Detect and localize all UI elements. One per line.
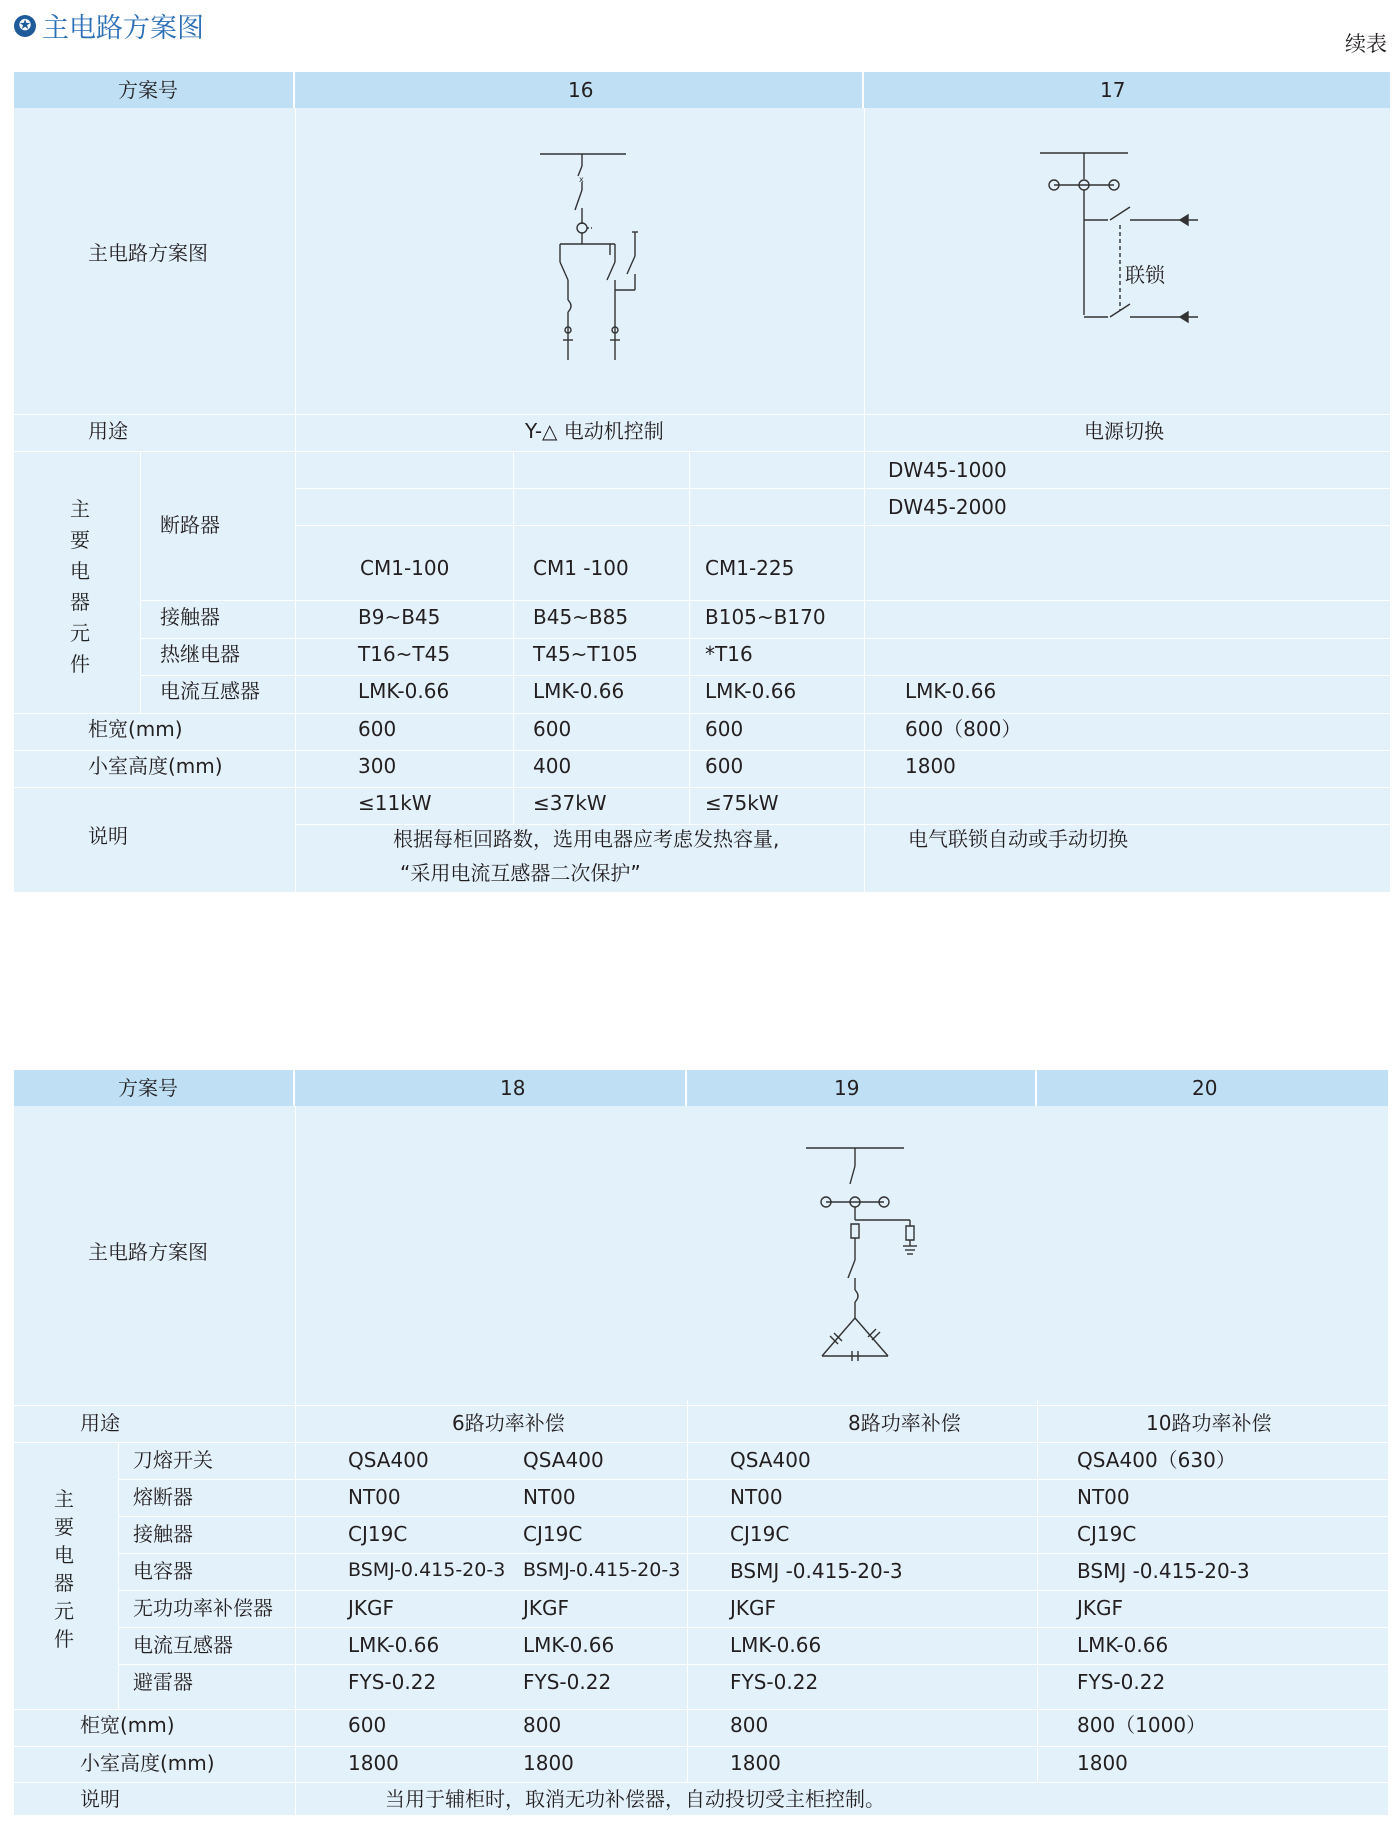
t1-label-breaker: 断路器 xyxy=(160,513,220,537)
grid-line xyxy=(14,1442,1388,1443)
t2-c-width: 800 xyxy=(730,1713,769,1737)
t2-usage-18: 6路功率补偿 xyxy=(452,1411,565,1435)
t1-s17-breaker-1: DW45-1000 xyxy=(888,458,1007,482)
t1-c2-thermal: T45~T105 xyxy=(533,642,638,666)
t2-c-knife: QSA400 xyxy=(730,1448,811,1472)
grid-line xyxy=(14,750,1390,751)
t1-c1-thermal: T16~T45 xyxy=(358,642,451,666)
t2-a-fuse: NT00 xyxy=(348,1485,401,1509)
t1-c2-breaker: CM1 -100 xyxy=(533,556,629,580)
t1-label-main-components: 主要电器元件 xyxy=(70,497,90,676)
t2-label-knife-fuse: 刀熔开关 xyxy=(133,1448,213,1472)
t1-c3-ct: LMK-0.66 xyxy=(705,679,797,703)
t1-c3-breaker: CM1-225 xyxy=(705,556,795,580)
t2-b-capacitor: BSMJ-0.415-20-3 xyxy=(523,1559,681,1581)
t1-c1-power: ≤11kW xyxy=(358,791,432,815)
t2-d-arrester: FYS-0.22 xyxy=(1077,1670,1166,1694)
page-title-text: 主电路方案图 xyxy=(42,13,204,44)
t1-c3-width: 600 xyxy=(705,717,744,741)
continued-label: 续表 xyxy=(1345,32,1387,56)
t2-a-ct: LMK-0.66 xyxy=(348,1633,440,1657)
grid-line xyxy=(14,713,1390,714)
t2-c-contactor: CJ19C xyxy=(730,1522,790,1546)
t2-label-main-components: 主要电器元件 xyxy=(54,1487,74,1651)
grid-line xyxy=(140,600,1390,601)
t1-s17-height: 1800 xyxy=(905,754,956,778)
t2-b-knife: QSA400 xyxy=(523,1448,604,1472)
t2-d-width: 800（1000） xyxy=(1077,1713,1207,1737)
t2-a-width: 600 xyxy=(348,1713,387,1737)
t2-b-height: 1800 xyxy=(523,1751,574,1775)
grid-line xyxy=(14,414,1390,415)
t1-note-16-line2: “采用电流互感器二次保护” xyxy=(400,861,641,885)
grid-line xyxy=(14,1405,1388,1406)
grid-line xyxy=(118,1664,1388,1665)
circuit-diagram-19 xyxy=(800,1140,940,1380)
t1-note-16-line1: 根据每柜回路数，选用电器应考虑发热容量, xyxy=(393,827,780,851)
t2-b-contactor: CJ19C xyxy=(523,1522,583,1546)
t2-header-18: 18 xyxy=(500,1076,526,1100)
t2-c-comp: JKGF xyxy=(730,1596,777,1620)
grid-line xyxy=(14,451,1390,452)
grid-line xyxy=(140,451,141,713)
circuit-diagram-17 xyxy=(1040,145,1220,325)
t2-d-capacitor: BSMJ -0.415-20-3 xyxy=(1077,1559,1250,1583)
page-title xyxy=(14,6,204,45)
t1-s17-interlock: 联锁 xyxy=(1125,263,1165,287)
t1-c1-ct: LMK-0.66 xyxy=(358,679,450,703)
t2-a-knife: QSA400 xyxy=(348,1448,429,1472)
t2-label-room-height: 小室高度(mm) xyxy=(80,1751,215,1775)
t2-c-height: 1800 xyxy=(730,1751,781,1775)
t2-header-cell xyxy=(687,1070,1037,1106)
t2-c-ct: LMK-0.66 xyxy=(730,1633,822,1657)
star-icon: ✪ xyxy=(14,15,36,37)
grid-line xyxy=(295,824,1390,825)
t1-header-cell xyxy=(864,72,1390,108)
t1-c1-height: 300 xyxy=(358,754,397,778)
t1-c1-breaker: CM1-100 xyxy=(360,556,450,580)
t1-s17-width: 600（800） xyxy=(905,717,1022,741)
grid-line xyxy=(864,108,865,892)
t1-c1-width: 600 xyxy=(358,717,397,741)
t1-label-thermal-relay: 热继电器 xyxy=(160,642,240,666)
t1-label-ct: 电流互感器 xyxy=(160,679,260,703)
grid-line xyxy=(14,1782,1388,1783)
svg-text:x: x xyxy=(579,175,584,184)
t1-s17-ct: LMK-0.66 xyxy=(905,679,997,703)
t2-header-cell xyxy=(295,1070,687,1106)
grid-line xyxy=(1037,1400,1038,1782)
grid-line xyxy=(295,108,296,892)
t2-usage-19: 8路功率补偿 xyxy=(848,1411,961,1435)
t1-c1-contactor: B9~B45 xyxy=(358,605,441,629)
t1-usage-17: 电源切换 xyxy=(1084,419,1164,443)
t2-a-capacitor: BSMJ-0.415-20-3 xyxy=(348,1559,506,1581)
t2-b-ct: LMK-0.66 xyxy=(523,1633,615,1657)
t2-header-19: 19 xyxy=(834,1076,860,1100)
t2-b-width: 800 xyxy=(523,1713,562,1737)
grid-line xyxy=(687,1400,688,1782)
t2-label-cabinet-width: 柜宽(mm) xyxy=(80,1713,175,1737)
t1-label-usage: 用途 xyxy=(88,419,128,443)
grid-line xyxy=(295,525,1390,526)
t2-a-height: 1800 xyxy=(348,1751,399,1775)
grid-line xyxy=(295,488,1390,489)
t2-label-capacitor: 电容器 xyxy=(133,1559,193,1583)
t2-label-note: 说明 xyxy=(80,1787,120,1811)
t2-header-20: 20 xyxy=(1192,1076,1218,1100)
t2-d-knife: QSA400（630） xyxy=(1077,1448,1236,1472)
t2-label-diagram: 主电路方案图 xyxy=(88,1240,208,1264)
t2-label-contactor: 接触器 xyxy=(133,1522,193,1546)
t2-d-ct: LMK-0.66 xyxy=(1077,1633,1169,1657)
t2-label-arrester: 避雷器 xyxy=(133,1670,193,1694)
t1-label-diagram: 主电路方案图 xyxy=(88,241,208,265)
grid-line xyxy=(118,1590,1388,1591)
t2-d-contactor: CJ19C xyxy=(1077,1522,1137,1546)
t1-header-scheme-no: 方案号 xyxy=(118,78,178,102)
t1-c3-contactor: B105~B170 xyxy=(705,605,826,629)
t2-c-capacitor: BSMJ -0.415-20-3 xyxy=(730,1559,903,1583)
t2-note: 当用于辅柜时，取消无功补偿器，自动投切受主柜控制。 xyxy=(385,1787,885,1811)
grid-line xyxy=(14,1746,1388,1747)
t1-c2-power: ≤37kW xyxy=(533,791,607,815)
grid-line xyxy=(118,1553,1388,1554)
t1-c2-ct: LMK-0.66 xyxy=(533,679,625,703)
t2-label-ct: 电流互感器 xyxy=(133,1633,233,1657)
t1-label-room-height: 小室高度(mm) xyxy=(88,754,223,778)
t2-d-height: 1800 xyxy=(1077,1751,1128,1775)
grid-line xyxy=(14,787,1390,788)
t2-d-comp: JKGF xyxy=(1077,1596,1124,1620)
t1-label-note: 说明 xyxy=(88,824,128,848)
t2-label-fuse: 熔断器 xyxy=(133,1485,193,1509)
t2-usage-20: 10路功率补偿 xyxy=(1146,1411,1272,1435)
grid-line xyxy=(118,1442,119,1709)
t2-label-usage: 用途 xyxy=(80,1411,120,1435)
t2-b-comp: JKGF xyxy=(523,1596,570,1620)
t1-label-contactor: 接触器 xyxy=(160,605,220,629)
t2-a-comp: JKGF xyxy=(348,1596,395,1620)
grid-line xyxy=(140,675,1390,676)
grid-line xyxy=(118,1627,1388,1628)
t2-c-fuse: NT00 xyxy=(730,1485,783,1509)
t1-label-cabinet-width: 柜宽(mm) xyxy=(88,717,183,741)
t2-a-contactor: CJ19C xyxy=(348,1522,408,1546)
grid-line xyxy=(118,1479,1388,1480)
circuit-diagram-16 xyxy=(530,140,670,370)
t1-header-16: 16 xyxy=(568,78,594,102)
t1-c3-height: 600 xyxy=(705,754,744,778)
grid-line xyxy=(118,1516,1388,1517)
t2-d-fuse: NT00 xyxy=(1077,1485,1130,1509)
t2-a-arrester: FYS-0.22 xyxy=(348,1670,437,1694)
t1-c2-height: 400 xyxy=(533,754,572,778)
t1-header-17: 17 xyxy=(1100,78,1126,102)
grid-line xyxy=(14,1709,1388,1710)
t1-usage-16: Y-△ 电动机控制 xyxy=(525,419,664,443)
t1-c3-power: ≤75kW xyxy=(705,791,779,815)
t2-c-arrester: FYS-0.22 xyxy=(730,1670,819,1694)
t1-c2-width: 600 xyxy=(533,717,572,741)
t2-b-arrester: FYS-0.22 xyxy=(523,1670,612,1694)
t1-c2-contactor: B45~B85 xyxy=(533,605,629,629)
t1-note-17: 电气联锁自动或手动切换 xyxy=(908,827,1128,851)
t2-label-compensator: 无功功率补偿器 xyxy=(133,1596,273,1620)
t1-s17-breaker-2: DW45-2000 xyxy=(888,495,1007,519)
grid-line xyxy=(140,638,1390,639)
t1-c3-thermal: *T16 xyxy=(705,642,753,666)
t2-b-fuse: NT00 xyxy=(523,1485,576,1509)
t2-header-scheme-no: 方案号 xyxy=(118,1076,178,1100)
